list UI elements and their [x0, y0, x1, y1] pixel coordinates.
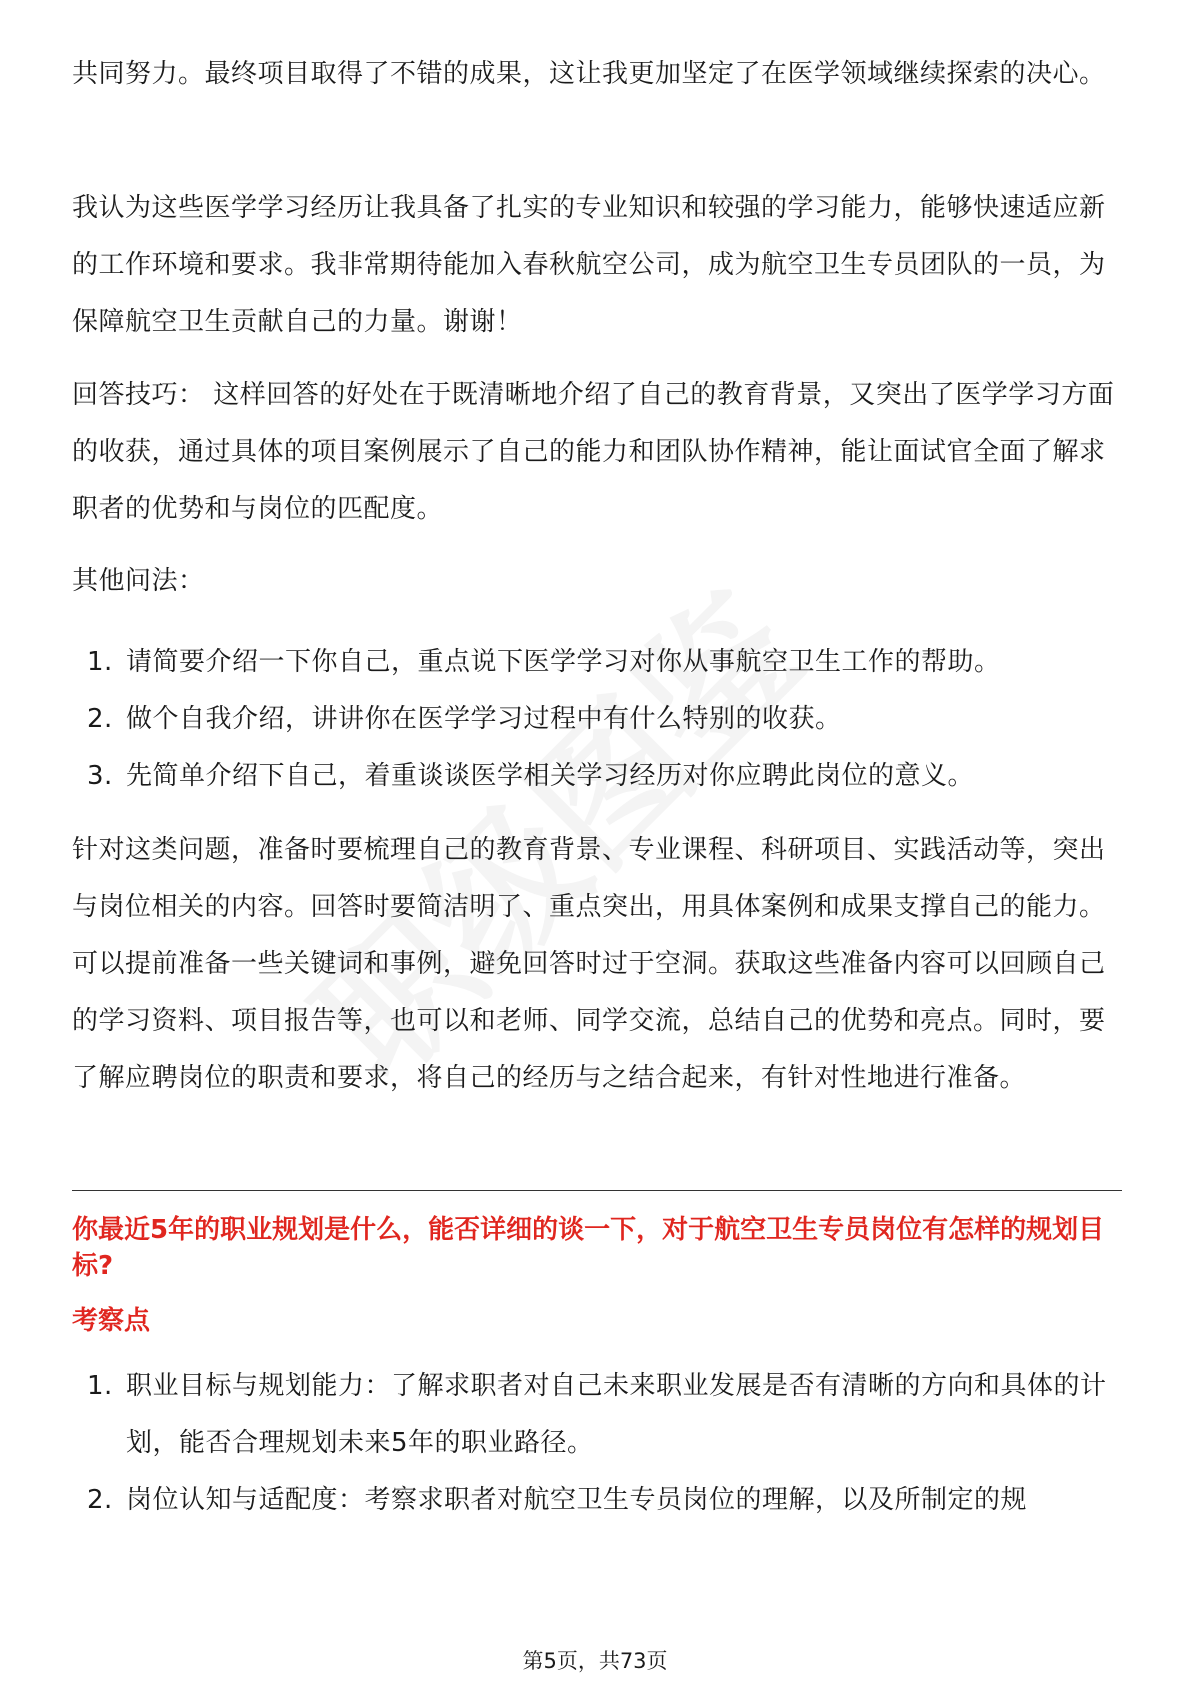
other-questions-heading: 其他问法： [72, 566, 205, 596]
paragraph-closing: 我认为这些医学学习经历让我具备了扎实的专业知识和较强的学习能力，能够快速适应新的工作环境和要求。我非常期待能加入春秋航空公司，成为航空卫生专员团队的一员，为保障航空卫生贡献自己的力量。谢谢！ [72, 193, 1106, 337]
section-divider [72, 1190, 1122, 1191]
list-item: 1. 请简要介绍一下你自己，重点说下医学学习对你从事航空卫生工作的帮助。 [87, 647, 1001, 677]
list-item: 2. 做个自我介绍，讲讲你在医学学习过程中有什么特别的收获。 [87, 704, 842, 734]
assessment-points-heading: 考察点 [72, 1306, 151, 1336]
question-title: 你最近5年的职业规划是什么，能否详细的谈一下，对于航空卫生专员岗位有怎样的规划目标? [72, 1215, 1105, 1281]
list-item: 1. 职业目标与规划能力：了解求职者对自己未来职业发展是否有清晰的方向和具体的计划，能否合理规划未来5年的职业路径。 [87, 1371, 1107, 1458]
paragraph-intro-end: 共同努力。最终项目取得了不错的成果，这让我更加坚定了在医学领域继续探索的决心。 [72, 59, 1106, 89]
list-item: 3. 先简单介绍下自己，着重谈谈医学相关学习经历对你应聘此岗位的意义。 [87, 761, 975, 791]
page-number-footer: 第5页，共73页 [522, 1649, 668, 1673]
assessment-points-list [72, 1358, 1122, 1529]
paragraph-answer-tips: 回答技巧： 这样回答的好处在于既清晰地介绍了自己的教育背景，又突出了医学学习方面的收获，通过具体的项目案例展示了自己的能力和团队协作精神，能让面试官全面了解求职者的优势和与岗位的匹配度。 [72, 380, 1115, 524]
other-questions-list [72, 634, 1122, 805]
list-item: 2. 岗位认知与适配度：考察求职者对航空卫生专员岗位的理解，以及所制定的规 [87, 1485, 1028, 1515]
paragraph-preparation-advice: 针对这类问题，准备时要梳理自己的教育背景、专业课程、科研项目、实践活动等，突出与岗位相关的内容。回答时要简洁明了、重点突出，用具体案例和成果支撑自己的能力。可以提前准备一些关键词和事例，避免回答时过于空洞。获取这些准备内容可以回顾自己的学习资料、项目报告等，也可以和老师、同学交流，总结自己的优势和亮点。同时，要了解应聘岗位的职责和要求，将自己的经历与之结合起来，有针对性地进行准备。 [72, 835, 1106, 1093]
